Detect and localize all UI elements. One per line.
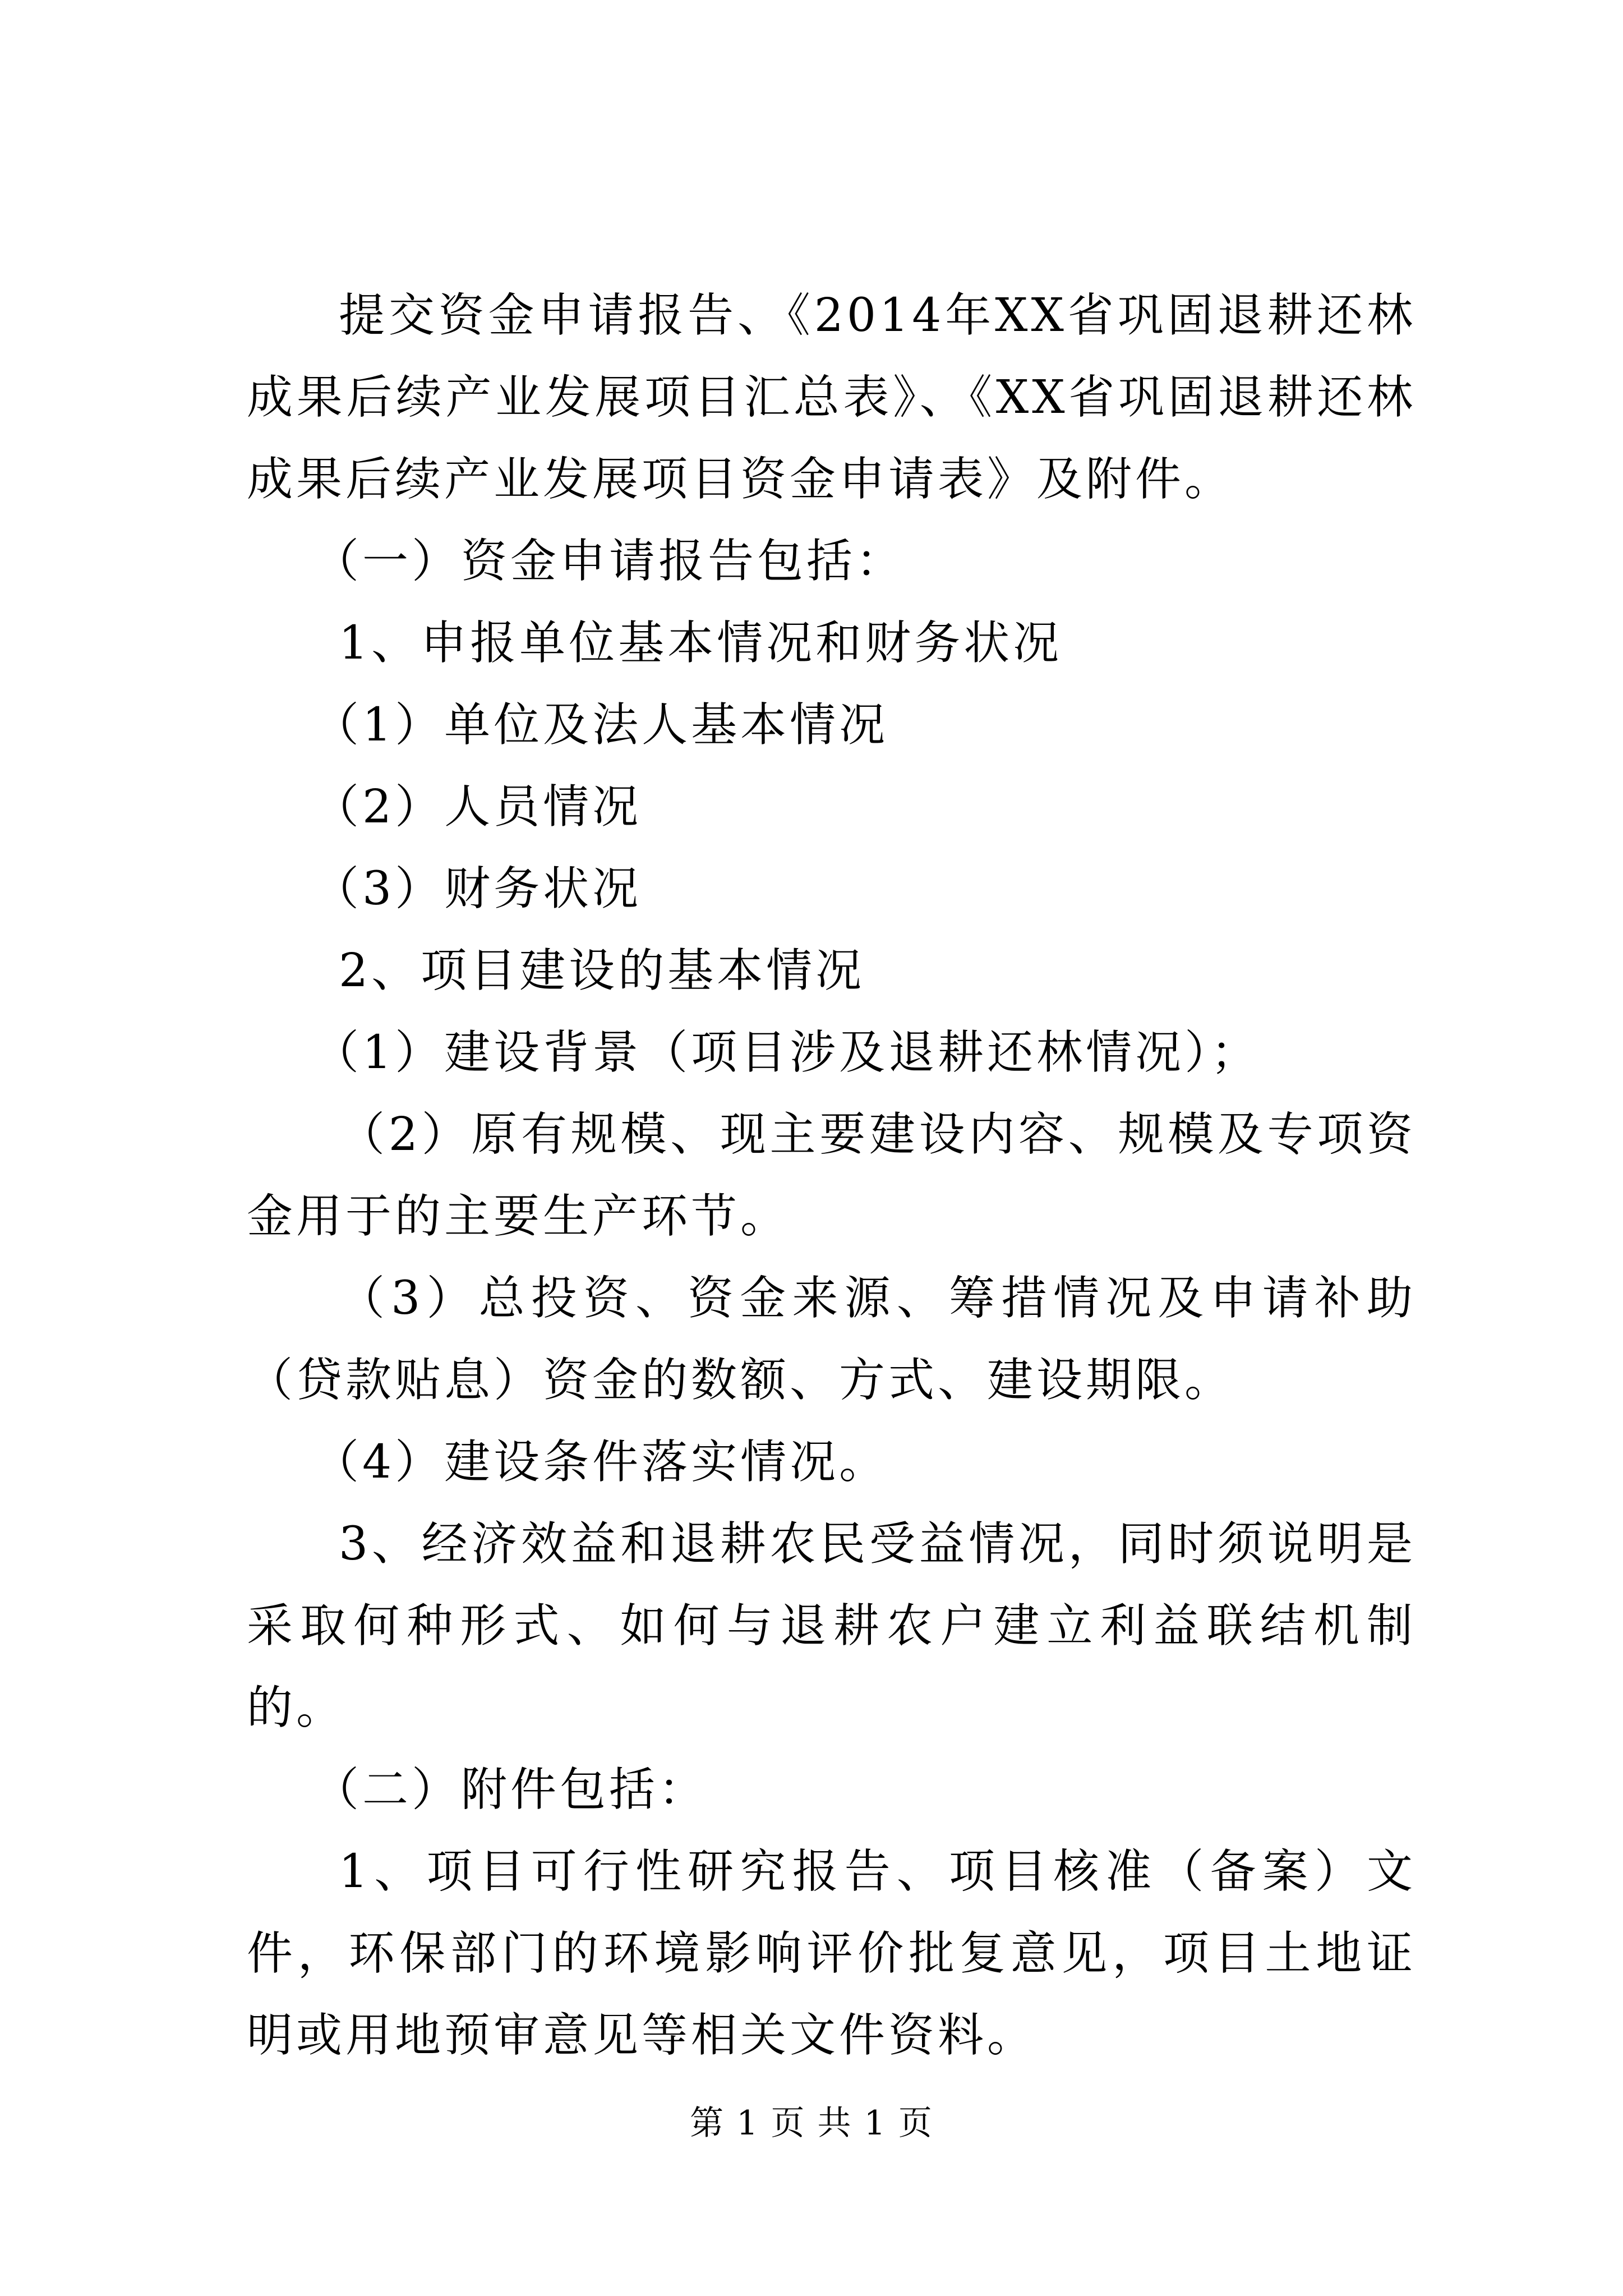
paragraph-intro: 提交资金申请报告、《2014年XX省巩固退耕还林成果后续产业发展项目汇总表》、《XX省巩固退耕还林成果后续产业发展项目资金申请表》及附件。 — [247, 289, 1416, 506]
list-item: （1）建设背景（项目涉及退耕还林情况）； — [313, 1026, 1261, 1079]
list-item: （1）单位及法人基本情况 — [313, 698, 889, 752]
heading-item-1: 1、申报单位基本情况和财务状况 — [339, 616, 1063, 670]
heading-item-3: 3、经济效益和退耕农民受益情况，同时须说明是采取何种形式、如何与退耕农户建立利益联结机制的。 — [247, 1517, 1416, 1734]
attachment-item-1: 1、项目可行性研究报告、项目核准（备案）文件，环保部门的环境影响评价批复意见，项目土地证明或用地预审意见等相关文件资料。 — [247, 1845, 1416, 2062]
heading-item-2: 2、项目建设的基本情况 — [339, 944, 865, 997]
list-item: （4）建设条件落实情况。 — [313, 1435, 889, 1489]
document-body — [247, 275, 1416, 2077]
page-footer: 第 1 页 共 1 页 — [690, 2104, 933, 2143]
heading-section-2: （二）附件包括： — [313, 1763, 708, 1816]
list-item: （2）人员情况 — [313, 780, 642, 834]
list-item: （3）财务状况 — [313, 862, 642, 915]
heading-section-1: （一）资金申请报告包括： — [313, 535, 906, 588]
list-item: （3）总投资、资金来源、筹措情况及申请补助（贷款贴息）资金的数额、方式、建设期限。 — [247, 1272, 1416, 1407]
list-item: （2）原有规模、现主要建设内容、规模及专项资金用于的主要生产环节。 — [247, 1108, 1416, 1243]
